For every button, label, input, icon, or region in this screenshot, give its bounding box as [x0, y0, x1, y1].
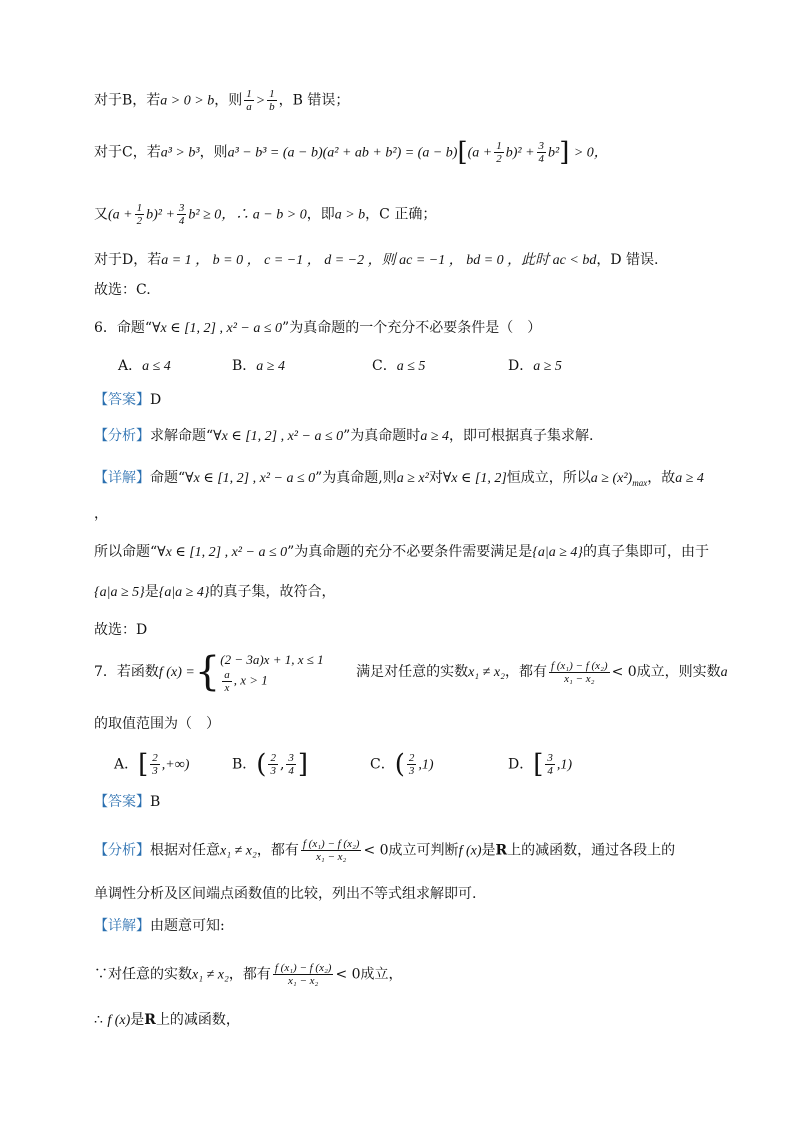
fraction: $\frac{1}{2}$ [496, 140, 502, 165]
q7-option-d: D．[ $\frac{3}{4}$ ,1) [508, 749, 573, 780]
choice-line: 故选：C. [94, 282, 151, 298]
question-7-stem-2: 的取值范围为（ ） [94, 716, 220, 732]
q7-detail: 【详解】由题意可知: [94, 918, 225, 934]
q6-detail: 【详解】命题“∀x ∈ [1, 2] , x² − a ≤ 0”为真命题,则a ≥ x²对∀x ∈ [1, 2]恒成立，所以$a \ge (x^2)_{max}$，故a ≥ 4 [94, 470, 704, 488]
q7-option-a: A．[ $\frac{2}{3}$ ,+∞) [114, 749, 190, 780]
fraction: $\frac{3}{4}$ [538, 140, 545, 165]
fraction: $\frac{1}{2}$ [136, 202, 143, 227]
q7-option-c: C．( $\frac{2}{3}$ ,1) [370, 749, 434, 780]
piecewise-function: (2 − 3a)x + 1, x ≤ 1 $\frac{a}{x}$ , x > 1 [220, 652, 324, 694]
solution-d-line: 对于D，若a = 1 ， b = 0 ， c = −1 ， d = −2 ，则 ac = −1 ， bd = 0 ，此时 ac < bd，D 错误. [94, 252, 659, 268]
q7-analysis: 【分析】根据对任意x₁ ≠ x₂，都有 $\frac{\text{f (x₁) − f (x₂)}}{\text{x₁ − x₂}}$ < 0成立可判断f (x)是R上的减函数，通过各段上的 [94, 838, 676, 863]
q6-option-c: C．a ≤ 5 [372, 358, 426, 374]
q6-option-a: A．a ≤ 4 [118, 358, 171, 374]
fraction: $\frac{\text{f (x₁) − f (x₂)}}{\text{x₁ − x₂}}$ [274, 962, 332, 987]
q7-answer: 【答案】B [94, 794, 161, 810]
question-7-stem: 7．若函数f (x) ={ (2 − 3a)x + 1, x ≤ 1 $\frac{a}{x}$ , x > 1 满足对任意的实数x₁ ≠ x₂，都有 $\frac{\text{f (x₁) − f (x₂)}}{\text{x₁ − x₂}}$ < 0成立，则实数a [94, 649, 728, 695]
q6-option-b: B．a ≥ 4 [232, 358, 285, 374]
q7-option-b: B．( $\frac{2}{3}$ , $\frac{3}{4}$ ] [232, 749, 309, 780]
fraction: $\frac{1}{b}$ [269, 88, 275, 113]
fraction: $\frac{1}{a}$ [246, 88, 252, 113]
solution-c-line-2: 又(a + $\frac{1}{2}$ b)² + $\frac{3}{4}$ b² ≥ 0，∴ a − b > 0，即a > b，C 正确； [94, 202, 437, 227]
fraction: $\frac{3}{4}$ [178, 202, 185, 227]
q6-option-d: D．a ≥ 5 [508, 358, 562, 374]
q7-analysis-2: 单调性分析及区间端点函数值的比较，列出不等式组求解即可. [94, 886, 477, 902]
fraction: $\frac{\text{f (x₁) − f (x₂)}}{\text{x₁ − x₂}}$ [550, 659, 608, 685]
q6-answer: 【答案】D [94, 392, 162, 408]
q6-detail-comma: ， [94, 506, 108, 522]
q6-detail-3: {a|a ≥ 5}是{a|a ≥ 4}的真子集，故符合， [94, 584, 336, 600]
fraction: $\frac{\text{f (x₁) − f (x₂)}}{\text{x₁ − x₂}}$ [302, 838, 360, 863]
solution-c-line: 对于C，若a³ > b³，则a³ − b³ = (a − b)(a² + ab + b²) = (a − b)[(a + $\frac{1}{2}$ b)² + $\frac{3}{4}$ b²] > 0， [94, 137, 608, 168]
q6-detail-2: 所以命题“∀x ∈ [1, 2] , x² − a ≤ 0”为真命题的充分不必要条件需要满足是{a|a ≥ 4}的真子集即可，由于 [94, 544, 710, 560]
question-6-stem: 6．命题“∀x ∈ [1, 2] , x² − a ≤ 0”为真命题的一个充分不必要条件是（ ） [94, 320, 542, 336]
q7-detail-2: ∵对任意的实数x₁ ≠ x₂，都有 $\frac{\text{f (x₁) − f (x₂)}}{\text{x₁ − x₂}}$ < 0成立， [94, 962, 403, 987]
q7-detail-3: ∴ f (x)是R上的减函数， [94, 1012, 240, 1028]
q6-choice: 故选：D [94, 622, 148, 638]
q6-analysis: 【分析】求解命题“∀x ∈ [1, 2] , x² − a ≤ 0”为真命题时a ≥ 4，即可根据真子集求解. [94, 428, 594, 444]
solution-b-line: 对于B，若a > 0 > b，则 $\frac{1}{a}$ > $\frac{1}{b}$ ，B 错误； [94, 88, 350, 113]
